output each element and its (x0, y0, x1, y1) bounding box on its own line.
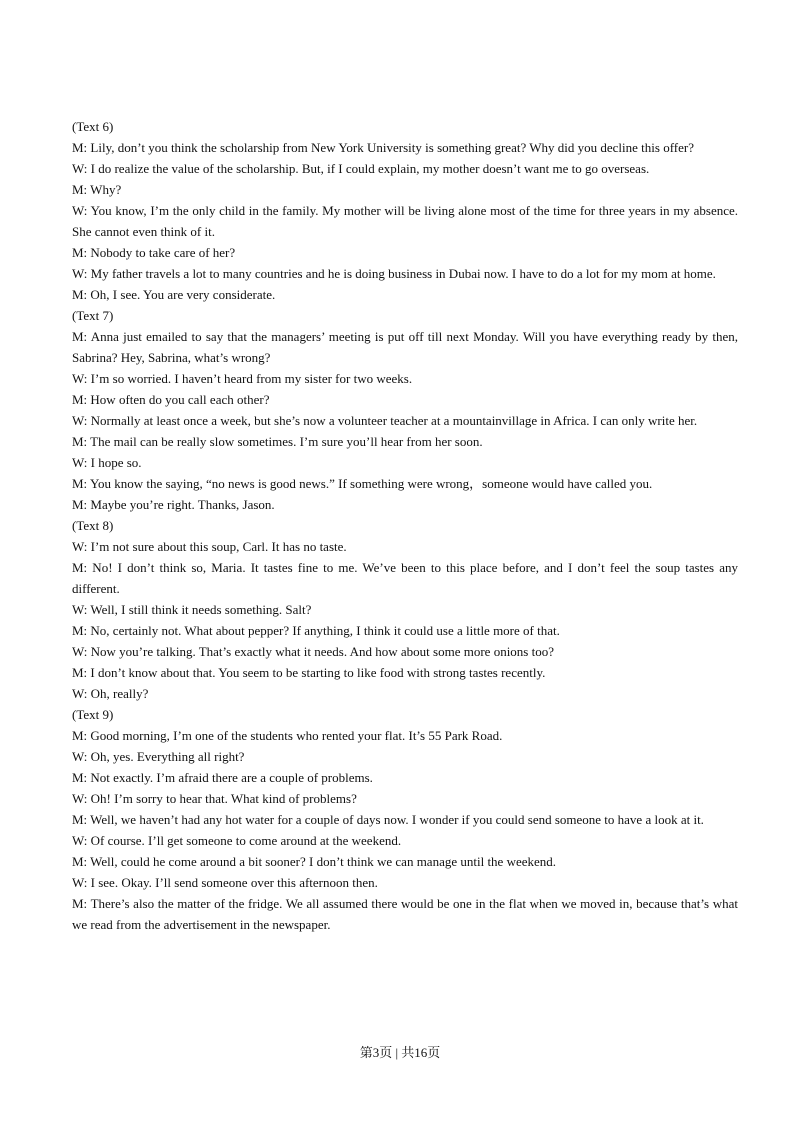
dialogue-line: M: No, certainly not. What about pepper? If anything, I think it could use a little more of that. (72, 623, 560, 638)
dialogue-line: M: Good morning, I’m one of the students who rented your flat. It’s 55 Park Road. (72, 728, 503, 743)
dialogue-line: M: Not exactly. I’m afraid there are a couple of problems. (72, 770, 373, 785)
section-heading-text-8: (Text 8) (72, 518, 114, 533)
dialogue-line: W: Oh, really? (72, 686, 149, 701)
dialogue-line: M: Lily, don’t you think the scholarship from New York University is something great? Why did you decline this offer? (72, 140, 694, 155)
dialogue-line: W: I do realize the value of the scholarship. But, if I could explain, my mother doesn’t want me to go overseas. (72, 161, 650, 176)
dialogue-line: W: Normally at least once a week, but she’s now a volunteer teacher at a mountainvillage in Africa. I can only write her. (72, 413, 698, 428)
dialogue-line: W: Of course. I’ll get someone to come around at the weekend. (72, 833, 402, 848)
page-footer: 第3页 | 共16页 (359, 1045, 441, 1060)
section-heading-text-7: (Text 7) (72, 308, 114, 323)
section-heading-text-6: (Text 6) (72, 119, 114, 134)
dialogue-line: W: I’m so worried. I haven’t heard from my sister for two weeks. (72, 371, 413, 386)
dialogue-line: W: I see. Okay. I’ll send someone over this afternoon then. (72, 875, 378, 890)
dialogue-line: W: My father travels a lot to many countries and he is doing business in Dubai now. I have to do a lot for my mom at home. (72, 266, 716, 281)
dialogue-line: M: Well, we haven’t had any hot water for a couple of days now. I wonder if you could send someone to have a look at it. (72, 812, 704, 827)
dialogue-line: M: Oh, I see. You are very considerate. (72, 287, 276, 302)
dialogue-line: M: Anna just emailed to say that the managers’ meeting is put off till next Monday. Will you have everything ready by then, Sabrina? Hey, Sabrina, what’s wrong? (72, 329, 738, 365)
dialogue-line: M: Well, could he come around a bit sooner? I don’t think we can manage until the weekend. (72, 854, 557, 869)
dialogue-line: W: Oh, yes. Everything all right? (72, 749, 245, 764)
dialogue-line: M: Maybe you’re right. Thanks, Jason. (72, 497, 275, 512)
dialogue-line: M: No! I don’t think so, Maria. It tastes fine to me. We’ve been to this place before, and I don’t feel the soup tastes any different. (72, 560, 738, 596)
dialogue-line: W: I’m not sure about this soup, Carl. It has no taste. (72, 539, 347, 554)
dialogue-line: M: The mail can be really slow sometimes. I’m sure you’ll hear from her soon. (72, 434, 483, 449)
dialogue-line: M: You know the saying, “no news is good news.” If something were wrong，someone would have called you. (72, 476, 653, 491)
dialogue-line: W: You know, I’m the only child in the family. My mother will be living alone most of the time for three years in my absence. She cannot even think of it. (72, 203, 738, 239)
dialogue-line: W: Well, I still think it needs something. Salt? (72, 602, 312, 617)
document-body (72, 116, 738, 1026)
dialogue-line: M: There’s also the matter of the fridge. We all assumed there would be one in the flat when we moved in, because that’s what we read from the advertisement in the newspaper. (72, 896, 738, 932)
dialogue-line: M: How often do you call each other? (72, 392, 270, 407)
dialogue-line: M: I don’t know about that. You seem to be starting to like food with strong tastes recently. (72, 665, 546, 680)
section-heading-text-9: (Text 9) (72, 707, 114, 722)
dialogue-line: M: Nobody to take care of her? (72, 245, 236, 260)
dialogue-line: W: Now you’re talking. That’s exactly what it needs. And how about some more onions too? (72, 644, 554, 659)
dialogue-line: W: I hope so. (72, 455, 142, 470)
dialogue-line: W: Oh! I’m sorry to hear that. What kind of problems? (72, 791, 357, 806)
dialogue-line: M: Why? (72, 182, 122, 197)
